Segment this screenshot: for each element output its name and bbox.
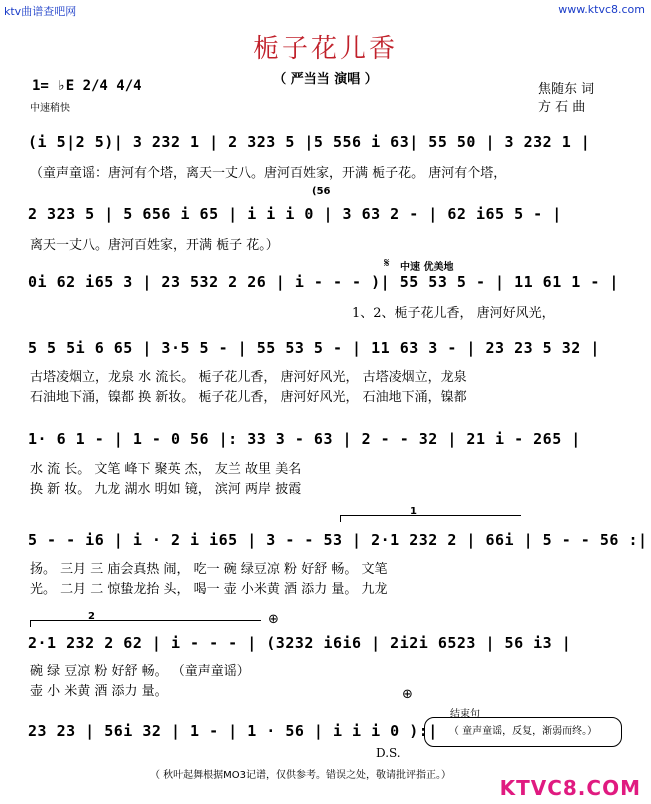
site-logo: KTVC8.COM bbox=[499, 776, 641, 800]
composer-credit: 方 石 曲 bbox=[538, 100, 586, 115]
score-row-5-lyrics-verse-2: 换 新 妆。 九龙 湖水 明如 镜， 滨河 两岸 披霞 bbox=[30, 482, 302, 497]
score-row-5-notes: 1· 6 1 - | 1 - 0 56 |: 33 3 - 63 | 2 - - 32 | 21 i - 265 | bbox=[28, 430, 581, 448]
score-row-2-mark: (56 bbox=[312, 186, 331, 197]
volta-2-label: 2 bbox=[88, 611, 95, 622]
score-row-3-lyrics: 1、2、栀子花儿香， 唐河好风光， bbox=[352, 306, 555, 321]
score-row-7-lyrics-verse-2: 壶 小 米黄 酒 添力 量。 bbox=[30, 684, 168, 699]
score-row-2-lyrics: 离天一丈八。唐河百姓家，开满 栀子 花。） bbox=[30, 238, 279, 253]
score-row-2-notes: 2 323 5 | 5 656 i 65 | i i i 0 | 3 63 2 - | 62 i65 5 - | bbox=[28, 205, 562, 223]
score-row-3-notes: 0i 62 i65 3 | 23 532 2 26 | i - - - )| 55 53 5 - | 11 61 1 - | bbox=[28, 273, 619, 291]
footer-note: （ 秋叶起舞根据MO3记谱，仅供参考。错误之处，敬请批评指正。） bbox=[150, 770, 452, 781]
score-row-5-lyrics-verse-1: 水 流 长。 文笔 峰下 聚英 杰， 友兰 故里 美名 bbox=[30, 462, 302, 477]
song-title: 栀子花儿香 bbox=[252, 34, 398, 64]
score-row-6-lyrics-verse-1: 扬。 三月 三 庙会真热 闹， 吃一 碗 绿豆凉 粉 好舒 畅。 文笔 bbox=[30, 562, 388, 577]
score-row-8-notes: 23 23 | 56i 32 | 1 - | 1 · 56 | i i i 0 ):| bbox=[28, 722, 438, 740]
site-watermark-left: ktv曲谱查吧网 bbox=[4, 5, 77, 18]
singer-credit: （ 严当当 演唱 ） bbox=[273, 72, 378, 87]
site-watermark-right: www.ktvc8.com bbox=[558, 3, 645, 16]
dal-segno: D.S. bbox=[376, 746, 401, 760]
score-row-7-notes: 2·1 232 2 62 | i - - - | (3232 i6i6 | 2i2i 6523 | 56 i3 | bbox=[28, 634, 572, 652]
volta-1-bracket bbox=[340, 515, 521, 522]
tempo-marking: 中速稍快 bbox=[30, 103, 70, 114]
key-signature: 1= ♭E 2/4 4/4 bbox=[32, 78, 142, 94]
score-row-1-lyrics: （童声童谣：唐河有个塔，离天一丈八。唐河百姓家，开满 栀子花。 唐河有个塔， bbox=[30, 166, 507, 181]
score-row-4-lyrics-verse-2: 石油地下涌，镍都 换 新妆。 栀子花儿香， 唐河好风光， 石油地下涌，镍都 bbox=[30, 390, 467, 405]
segno-icon: 𝄋 bbox=[384, 256, 390, 271]
lyricist-credit: 焦随东 词 bbox=[538, 82, 595, 97]
score-row-7-lyrics-verse-1: 碗 绿 豆凉 粉 好舒 畅。 （童声童谣） bbox=[30, 664, 250, 679]
volta-1-label: 1 bbox=[410, 506, 417, 517]
coda-icon: ⊕ bbox=[268, 612, 279, 627]
ending-label: 结束句 bbox=[450, 709, 480, 720]
coda-icon-end: ⊕ bbox=[402, 687, 413, 702]
score-row-6-lyrics-verse-2: 光。 二月 二 惊蛰龙抬 头， 喝一 壶 小米黄 酒 添力 量。 九龙 bbox=[30, 582, 388, 597]
score-row-4-notes: 5 5 5i 6 65 | 3·5 5 - | 55 53 5 - | 11 63 3 - | 23 23 5 32 | bbox=[28, 339, 600, 357]
ending-note-box: （ 童声童谣，反复，渐弱而终。） bbox=[424, 717, 622, 747]
score-row-3-mark: 中速 优美地 bbox=[400, 262, 454, 273]
score-row-1-notes: (i 5|2 5)| 3 232 1 | 2 323 5 |5 556 i 63| 55 50 | 3 232 1 | bbox=[28, 133, 591, 151]
score-row-6-notes: 5 - - i6 | i · 2 i i65 | 3 - - 53 | 2·1 232 2 | 66i | 5 - - 56 :| bbox=[28, 531, 648, 549]
volta-2-bracket bbox=[30, 620, 261, 627]
score-row-4-lyrics-verse-1: 古塔凌烟立，龙泉 水 流长。 栀子花儿香， 唐河好风光， 古塔凌烟立，龙泉 bbox=[30, 370, 467, 385]
